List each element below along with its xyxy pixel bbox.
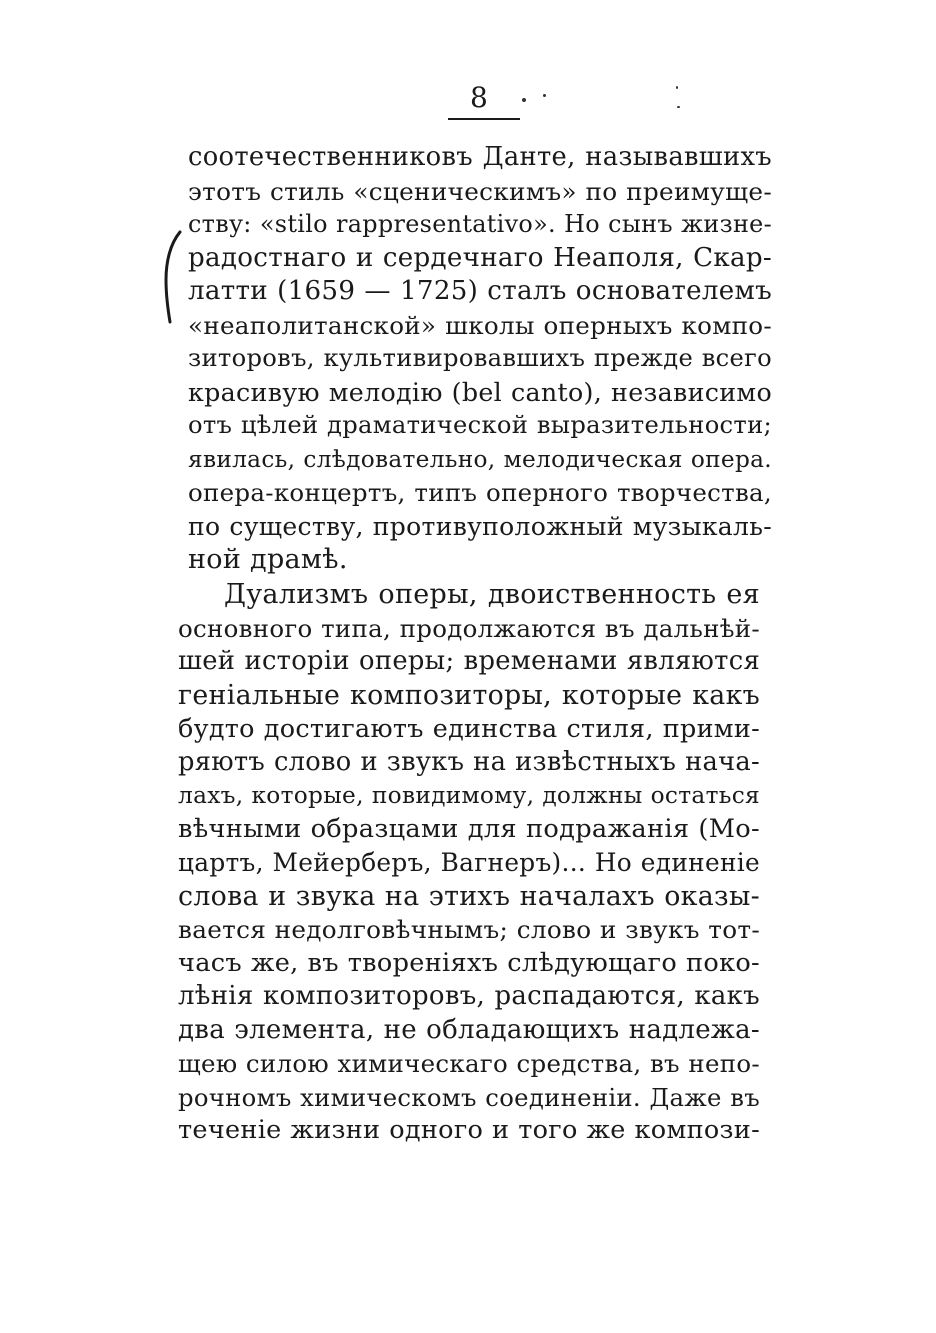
text-line: отъ цѣлей драматической выразительности; xyxy=(188,411,772,439)
text-line: рочномъ химическомъ соединеніи. Даже въ xyxy=(178,1082,760,1112)
text-line: вѣчными образцами для подражанія (Мо- xyxy=(178,813,760,844)
text-line: ной драмѣ. xyxy=(188,544,348,575)
text-line: радостнаго и сердечнаго Неаполя, Скар- xyxy=(188,242,772,273)
text-line: лѣнія композиторовъ, распадаются, какъ xyxy=(178,981,760,1011)
text-line: ству: «stilo rappresentativo». Но сынъ жизне- xyxy=(188,210,772,238)
text-line: латти (1659 — 1725) сталъ основателемъ xyxy=(188,276,772,306)
text-line: Дуализмъ оперы, двоиственность ея xyxy=(224,579,760,610)
text-line: этотъ стиль «сценическимъ» по преимуще- xyxy=(188,176,772,206)
margin-bracket-mark xyxy=(156,230,186,325)
text-line: теченіе жизни одного и того же компози- xyxy=(178,1115,760,1145)
text-line: вается недолговѣчнымъ; слово и звукъ тот- xyxy=(178,915,760,944)
scan-speck xyxy=(677,106,680,108)
scan-speck xyxy=(543,94,546,97)
text-line: ряютъ слово и звукъ на извѣстныхъ нача- xyxy=(178,746,760,777)
text-line: соотечественниковъ Данте, называвшихъ xyxy=(188,142,772,172)
page-number-rule xyxy=(448,118,520,120)
text-line: два элемента, не обладающихъ надлежа- xyxy=(178,1014,760,1045)
text-line: «неаполитанской» школы оперныхъ компо- xyxy=(188,310,772,340)
text-line: основного типа, продолжаются въ дальнѣй- xyxy=(178,613,760,643)
text-line: часъ же, въ твореніяхъ слѣдующаго поко- xyxy=(178,947,760,978)
paragraph-1 xyxy=(188,141,772,577)
text-line: опера-концертъ, типъ оперного творчества, xyxy=(188,478,772,507)
text-line: щею силою химическаго средства, въ непо- xyxy=(178,1049,760,1078)
text-line: красивую мелодію (bel canto), независимо xyxy=(188,376,772,407)
text-line: по существу, противуположный музыкаль- xyxy=(188,511,772,541)
paragraph-2 xyxy=(178,578,760,1148)
text-line: явилась, слѣдовательно, мелодическая опера. xyxy=(188,445,772,473)
text-line: слова и звука на этихъ началахъ оказы- xyxy=(178,880,760,912)
text-line: лахъ, которые, повидимому, должны остаться xyxy=(178,782,760,809)
text-line: будто достигаютъ единства стиля, прими- xyxy=(178,713,760,743)
text-line: зиторовъ, культивировавшихъ прежде всего xyxy=(188,344,772,372)
scan-speck xyxy=(522,98,526,102)
page-number: 8 xyxy=(470,81,488,114)
text-line: шей исторіи оперы; временами являются xyxy=(178,646,760,676)
text-line: геніальные композиторы, которые какъ xyxy=(178,679,760,711)
text-line: цартъ, Мейерберъ, Вагнеръ)... Но единеніе xyxy=(178,848,760,877)
scan-speck xyxy=(676,86,678,89)
